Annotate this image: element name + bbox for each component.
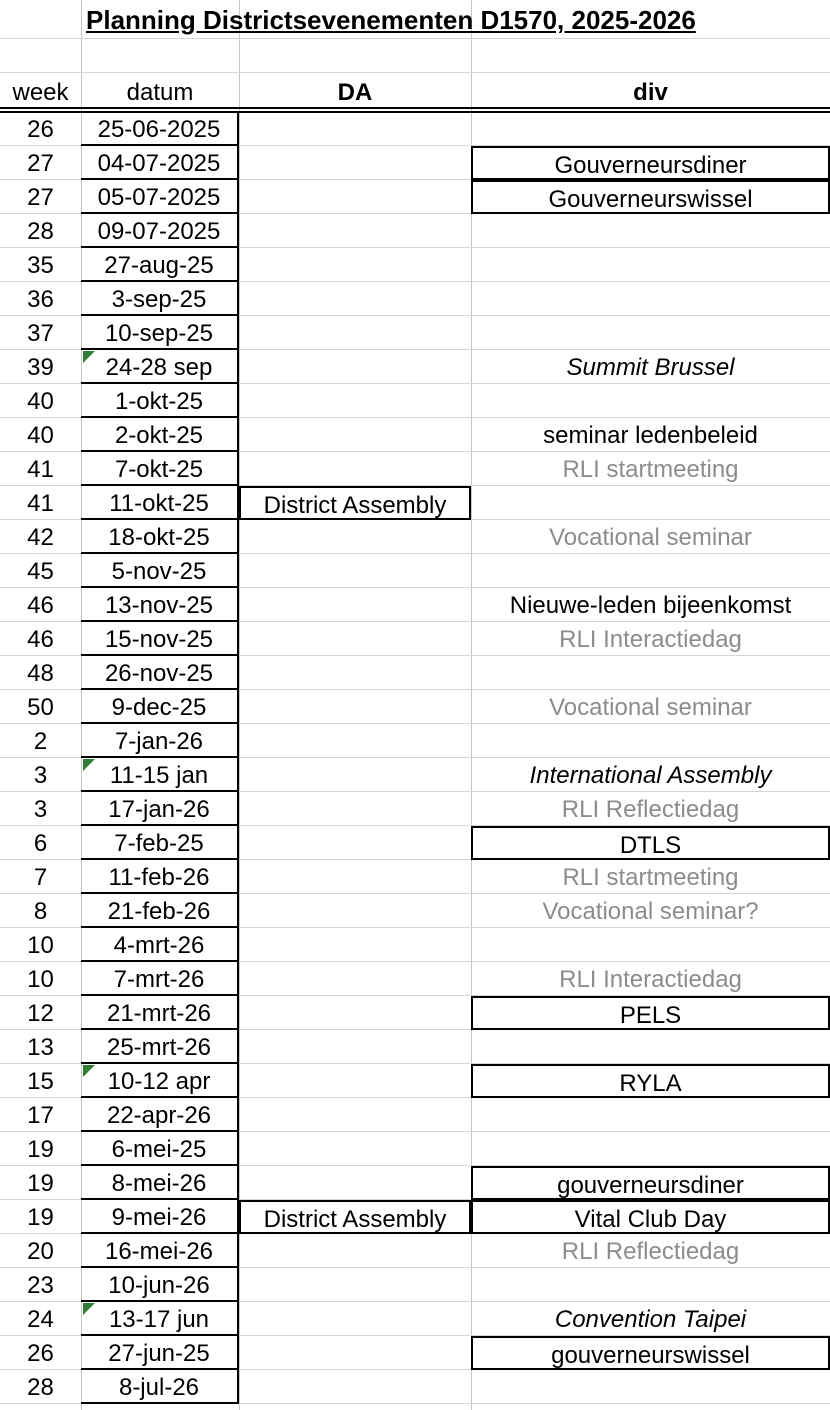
da-cell[interactable] xyxy=(239,146,471,180)
header-week: week xyxy=(12,79,69,106)
table-row xyxy=(0,792,830,826)
week-cell[interactable]: 28 xyxy=(27,218,54,245)
week-cell[interactable]: 50 xyxy=(27,694,54,721)
div-cell[interactable] xyxy=(471,486,830,520)
week-cell[interactable]: 3 xyxy=(33,796,48,823)
date-cell[interactable]: 09-07-2025 xyxy=(81,214,239,248)
table-row xyxy=(0,282,830,316)
div-cell[interactable]: Summit Brussel xyxy=(566,354,735,381)
table-row xyxy=(0,724,830,758)
date-cell[interactable]: 22-apr-26 xyxy=(81,1098,239,1132)
div-cell[interactable]: RLI Reflectiedag xyxy=(561,796,740,823)
week-cell[interactable]: 41 xyxy=(27,490,54,517)
week-cell[interactable]: 24 xyxy=(27,1306,54,1333)
date-cell[interactable]: 8-mei-26 xyxy=(81,1166,239,1200)
table-row xyxy=(0,860,830,894)
week-cell[interactable]: 19 xyxy=(27,1204,54,1231)
div-cell[interactable]: PELS xyxy=(471,996,830,1030)
gridline-row-1 xyxy=(0,38,830,39)
table-row xyxy=(0,554,830,588)
da-cell[interactable] xyxy=(239,1132,471,1166)
da-cell[interactable]: District Assembly xyxy=(239,486,471,520)
table-row xyxy=(0,826,830,860)
week-cell[interactable]: 46 xyxy=(27,592,54,619)
table-row xyxy=(0,894,830,928)
week-cell[interactable]: 26 xyxy=(27,116,54,143)
div-cell[interactable]: Vocational seminar xyxy=(549,694,752,721)
da-cell[interactable] xyxy=(239,758,471,792)
div-cell[interactable] xyxy=(471,724,830,758)
da-cell[interactable] xyxy=(239,384,471,418)
table-row xyxy=(0,452,830,486)
date-cell[interactable]: 25-mrt-26 xyxy=(81,1030,239,1064)
week-cell[interactable]: 19 xyxy=(27,1170,54,1197)
div-cell[interactable]: Gouverneursdiner xyxy=(471,146,830,180)
week-cell[interactable]: 40 xyxy=(27,388,54,415)
div-cell[interactable]: Nieuwe-leden bijeenkomst xyxy=(509,592,792,619)
da-cell[interactable] xyxy=(239,316,471,350)
da-cell[interactable] xyxy=(239,1302,471,1336)
table-row xyxy=(0,1098,830,1132)
week-cell[interactable]: 3 xyxy=(33,762,48,789)
da-cell[interactable] xyxy=(239,1336,471,1370)
header-div: div xyxy=(633,79,668,106)
div-cell[interactable] xyxy=(471,316,830,350)
div-cell[interactable]: gouverneurswissel xyxy=(471,1336,830,1370)
date-cell[interactable]: 21-feb-26 xyxy=(81,894,239,928)
date-cell[interactable]: 18-okt-25 xyxy=(81,520,239,554)
date-cell[interactable]: 8-jul-26 xyxy=(81,1370,239,1404)
week-cell[interactable]: 46 xyxy=(27,626,54,653)
date-cell[interactable]: 4-mrt-26 xyxy=(81,928,239,962)
div-cell[interactable] xyxy=(471,112,830,146)
table-row xyxy=(0,418,830,452)
div-cell[interactable]: RLI startmeeting xyxy=(562,456,739,483)
date-cell[interactable]: 3-sep-25 xyxy=(81,282,239,316)
div-cell[interactable] xyxy=(471,928,830,962)
table-row xyxy=(0,350,830,384)
week-cell[interactable]: 15 xyxy=(27,1068,54,1095)
date-cell[interactable]: 2-okt-25 xyxy=(81,418,239,452)
week-cell[interactable]: 36 xyxy=(27,286,54,313)
header-datum: datum xyxy=(126,79,194,106)
table-row xyxy=(0,622,830,656)
week-cell[interactable]: 13 xyxy=(27,1034,54,1061)
da-cell[interactable] xyxy=(239,724,471,758)
week-cell[interactable]: 27 xyxy=(27,150,54,177)
da-cell[interactable] xyxy=(239,690,471,724)
div-cell[interactable] xyxy=(471,1132,830,1166)
table-row xyxy=(0,996,830,1030)
date-cell[interactable]: 7-feb-25 xyxy=(81,826,239,860)
da-cell[interactable] xyxy=(239,962,471,996)
table-row xyxy=(0,486,830,520)
date-cell[interactable]: 9-mei-26 xyxy=(81,1200,239,1234)
table-row xyxy=(0,180,830,214)
table-row xyxy=(0,520,830,554)
date-cell[interactable]: 21-mrt-26 xyxy=(81,996,239,1030)
div-cell[interactable] xyxy=(471,214,830,248)
table-row xyxy=(0,1200,830,1234)
week-cell[interactable]: 45 xyxy=(27,558,54,585)
date-cell[interactable]: 25-06-2025 xyxy=(81,112,239,146)
da-cell[interactable] xyxy=(239,1268,471,1302)
table-row xyxy=(0,928,830,962)
date-cell[interactable]: 6-mei-25 xyxy=(81,1132,239,1166)
week-cell[interactable]: 37 xyxy=(27,320,54,347)
week-cell[interactable]: 17 xyxy=(27,1102,54,1129)
div-cell[interactable]: RLI startmeeting xyxy=(562,864,739,891)
date-cell[interactable]: 16-mei-26 xyxy=(81,1234,239,1268)
header-underline xyxy=(0,107,830,109)
da-cell[interactable] xyxy=(239,1370,471,1404)
da-cell[interactable] xyxy=(239,588,471,622)
table-row xyxy=(0,1302,830,1336)
week-cell[interactable]: 12 xyxy=(27,1000,54,1027)
week-cell[interactable]: 10 xyxy=(27,966,54,993)
date-cell[interactable]: 7-jan-26 xyxy=(81,724,239,758)
week-cell[interactable]: 7 xyxy=(33,864,48,891)
sheet-title: Planning Districtsevenementen D1570, 2025-2026 xyxy=(86,5,696,35)
da-cell[interactable] xyxy=(239,826,471,860)
table-row xyxy=(0,1268,830,1302)
date-cell[interactable]: 11-okt-25 xyxy=(81,486,239,520)
week-cell[interactable]: 2 xyxy=(33,728,48,755)
week-cell[interactable]: 27 xyxy=(27,184,54,211)
date-cell[interactable]: 27-jun-25 xyxy=(81,1336,239,1370)
da-cell[interactable] xyxy=(239,554,471,588)
da-cell[interactable] xyxy=(239,180,471,214)
date-cell[interactable]: 26-nov-25 xyxy=(81,656,239,690)
div-cell[interactable]: seminar ledenbeleid xyxy=(543,422,758,449)
da-cell[interactable] xyxy=(239,860,471,894)
table-row xyxy=(0,1234,830,1268)
table-row xyxy=(0,1370,830,1404)
comment-indicator-icon xyxy=(83,759,95,771)
date-cell[interactable]: 13-nov-25 xyxy=(81,588,239,622)
div-cell[interactable] xyxy=(471,1268,830,1302)
da-cell[interactable] xyxy=(239,622,471,656)
da-cell[interactable] xyxy=(239,350,471,384)
da-cell[interactable] xyxy=(239,996,471,1030)
week-cell[interactable]: 6 xyxy=(33,830,48,857)
div-cell[interactable]: DTLS xyxy=(471,826,830,860)
div-cell[interactable]: Vocational seminar? xyxy=(542,898,759,925)
date-cell[interactable]: 10-12 apr xyxy=(81,1064,239,1098)
week-cell[interactable]: 41 xyxy=(27,456,54,483)
da-cell[interactable] xyxy=(239,1064,471,1098)
table-row xyxy=(0,962,830,996)
div-cell[interactable]: RLI Reflectiedag xyxy=(561,1238,740,1265)
date-cell[interactable]: 11-feb-26 xyxy=(81,860,239,894)
table-row xyxy=(0,146,830,180)
div-cell[interactable] xyxy=(471,282,830,316)
comment-indicator-icon xyxy=(83,1303,95,1315)
div-cell[interactable]: Gouverneurswissel xyxy=(471,180,830,214)
div-cell[interactable] xyxy=(471,656,830,690)
div-cell[interactable] xyxy=(471,384,830,418)
table-row xyxy=(0,588,830,622)
table-row xyxy=(0,1132,830,1166)
date-cell[interactable]: 24-28 sep xyxy=(81,350,239,384)
date-cell[interactable]: 15-nov-25 xyxy=(81,622,239,656)
div-cell[interactable]: RYLA xyxy=(471,1064,830,1098)
div-cell[interactable] xyxy=(471,1098,830,1132)
da-cell[interactable] xyxy=(239,1234,471,1268)
da-cell[interactable] xyxy=(239,112,471,146)
da-cell[interactable] xyxy=(239,452,471,486)
da-cell[interactable] xyxy=(239,894,471,928)
week-cell[interactable]: 26 xyxy=(27,1340,54,1367)
header-da: DA xyxy=(337,79,373,106)
table-row xyxy=(0,214,830,248)
week-cell[interactable]: 42 xyxy=(27,524,54,551)
week-cell[interactable]: 39 xyxy=(27,354,54,381)
div-cell[interactable]: Vocational seminar xyxy=(549,524,752,551)
date-cell[interactable]: 7-mrt-26 xyxy=(81,962,239,996)
week-cell[interactable]: 28 xyxy=(27,1374,54,1401)
date-cell[interactable]: 10-jun-26 xyxy=(81,1268,239,1302)
div-cell[interactable]: gouverneursdiner xyxy=(471,1166,830,1200)
da-cell[interactable] xyxy=(239,1098,471,1132)
table-row xyxy=(0,758,830,792)
comment-indicator-icon xyxy=(83,351,95,363)
da-cell[interactable] xyxy=(239,1030,471,1064)
da-cell[interactable] xyxy=(239,418,471,452)
div-cell[interactable]: Convention Taipei xyxy=(554,1306,747,1333)
date-cell[interactable]: 5-nov-25 xyxy=(81,554,239,588)
date-cell[interactable]: 05-07-2025 xyxy=(81,180,239,214)
da-cell[interactable]: District Assembly xyxy=(239,1200,471,1234)
date-cell[interactable]: 17-jan-26 xyxy=(81,792,239,826)
date-cell[interactable]: 9-dec-25 xyxy=(81,690,239,724)
div-cell[interactable] xyxy=(471,1030,830,1064)
da-cell[interactable] xyxy=(239,1166,471,1200)
week-cell[interactable]: 23 xyxy=(27,1272,54,1299)
table-row xyxy=(0,1064,830,1098)
div-cell[interactable]: Vital Club Day xyxy=(471,1200,830,1234)
date-cell[interactable]: 7-okt-25 xyxy=(81,452,239,486)
table-row xyxy=(0,248,830,282)
week-cell[interactable]: 10 xyxy=(27,932,54,959)
da-cell[interactable] xyxy=(239,792,471,826)
div-cell[interactable] xyxy=(471,1370,830,1404)
div-cell[interactable]: International Assembly xyxy=(529,762,772,789)
table-row xyxy=(0,384,830,418)
table-row xyxy=(0,656,830,690)
da-cell[interactable] xyxy=(239,282,471,316)
da-cell[interactable] xyxy=(239,248,471,282)
da-cell[interactable] xyxy=(239,928,471,962)
div-cell[interactable] xyxy=(471,248,830,282)
div-cell[interactable] xyxy=(471,554,830,588)
table-row xyxy=(0,316,830,350)
table-row xyxy=(0,690,830,724)
week-cell[interactable]: 48 xyxy=(27,660,54,687)
week-cell[interactable]: 35 xyxy=(27,252,54,279)
da-cell[interactable] xyxy=(239,214,471,248)
date-cell[interactable]: 13-17 jun xyxy=(81,1302,239,1336)
da-cell[interactable] xyxy=(239,656,471,690)
table-row xyxy=(0,1030,830,1064)
date-cell[interactable]: 27-aug-25 xyxy=(81,248,239,282)
week-cell[interactable]: 40 xyxy=(27,422,54,449)
div-cell[interactable]: RLI Interactiedag xyxy=(559,966,742,993)
comment-indicator-icon xyxy=(83,1065,95,1077)
week-cell[interactable]: 19 xyxy=(27,1136,54,1163)
week-cell[interactable]: 8 xyxy=(33,898,48,925)
div-cell[interactable]: RLI Interactiedag xyxy=(559,626,742,653)
date-cell[interactable]: 10-sep-25 xyxy=(81,316,239,350)
table-row xyxy=(0,1336,830,1370)
da-cell[interactable] xyxy=(239,520,471,554)
date-cell[interactable]: 1-okt-25 xyxy=(81,384,239,418)
date-cell[interactable]: 11-15 jan xyxy=(81,758,239,792)
table-row xyxy=(0,1166,830,1200)
table-row xyxy=(0,112,830,146)
date-cell[interactable]: 04-07-2025 xyxy=(81,146,239,180)
week-cell[interactable]: 20 xyxy=(27,1238,54,1265)
